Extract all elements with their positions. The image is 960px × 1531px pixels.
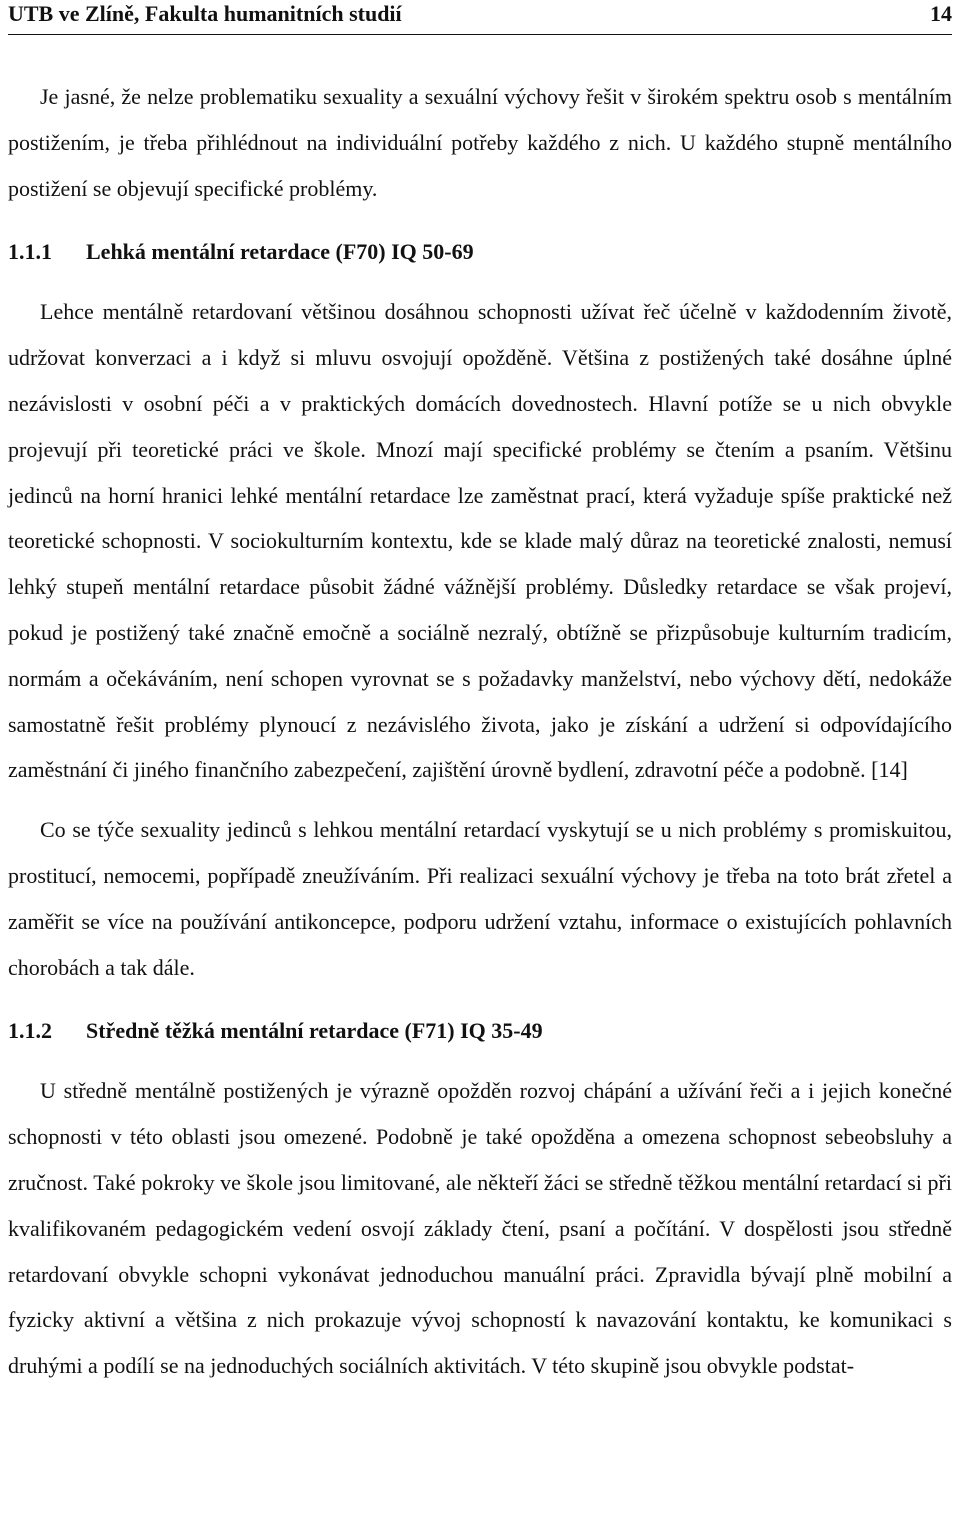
running-header bbox=[8, 0, 952, 35]
page-body bbox=[8, 74, 952, 1389]
mild-paragraph-1: Lehce mentálně retardovaní většinou dosáhnou schopnosti užívat řeč účelně v každodenním životě, udržovat konverzaci a i když si mluvu osvojují opožděně. Většina z postižených také dosáhne úplné nezávislosti v osobní péči a v praktických domácích dovednostech. Hlavní potíže se u nich obvykle projevují při teoretické práci ve škole. Mnozí mají specifické problémy se čtením a psaním. Většinu jedinců na horní hranici lehké mentální retardace lze zaměstnat prací, která vyžaduje spíše praktické než teoretické schopnosti. V sociokulturním kontextu, kde se klade malý důraz na teoretické znalosti, nemusí lehký stupeň mentální retardace působit žádné vážnější problémy. Důsledky retardace se však projeví, pokud je postižený také značně emočně a sociálně nezralý, obtížně se přizpůsobuje kulturním tradicím, normám a očekáváním, není schopen vyrovnat se s požadavky manželství, nebo výchovy dětí, nedokáže samostatně řešit problémy plynoucí z nezávislého života, jako je získání a udržení si odpovídajícího zaměstnání či jiného finančního zabezpečení, zajištění úrovně bydlení, zdravotní péče a podobně. [14] bbox=[8, 299, 952, 783]
header-title: UTB ve Zlíně, Fakulta humanitních studií bbox=[8, 1, 402, 26]
section-title: Středně těžká mentální retardace (F71) IQ 35-49 bbox=[86, 1018, 543, 1044]
section-number: 1.1.1 bbox=[8, 239, 52, 265]
page-number: 14 bbox=[930, 1, 952, 26]
intro-paragraph: Je jasné, že nelze problematiku sexuality a sexuální výchovy řešit v širokém spektru osob s mentálním postižením, je třeba přihlédnout na individuální potřeby každého z nich. U každého stupně mentálního postižení se objevují specifické problémy. bbox=[8, 84, 952, 201]
mild-paragraph-2: Co se týče sexuality jedinců s lehkou mentální retardací vyskytují se u nich problémy s promiskuitou, prostitucí, nemocemi, popřípadě zneužíváním. Při realizaci sexuální výchovy je třeba na toto brát zřetel a zaměřit se více na používání antikoncepce, podporu udržení vztahu, informace o existujících pohlavních chorobách a tak dále. bbox=[8, 817, 952, 980]
section-heading-mild bbox=[8, 237, 952, 267]
moderate-paragraph-1: U středně mentálně postižených je výrazně opožděn rozvoj chápání a užívání řeči a i jejich konečné schopnosti v této oblasti jsou omezené. Podobně je také opožděna a omezena schopnost sebeobsluhy a zručnost. Také pokroky ve škole jsou limitované, ale někteří žáci se středně těžkou mentální retardací si při kvalifikovaném pedagogickém vedení osvojí základy čtení, psaní a počítání. V dospělosti jsou středně retardovaní obvykle schopni vykonávat jednoduchou manuální práci. Zpravidla bývají plně mobilní a fyzicky aktivní a většina z nich prokazuje vývoj schopností k navazování kontaktu, ke komunikaci s druhými a podílí se na jednoduchých sociálních aktivitách. V této skupině jsou obvykle podstat- bbox=[8, 1078, 952, 1379]
section-heading-moderate bbox=[8, 1016, 952, 1046]
section-title: Lehká mentální retardace (F70) IQ 50-69 bbox=[86, 239, 474, 265]
section-number: 1.1.2 bbox=[8, 1018, 52, 1044]
